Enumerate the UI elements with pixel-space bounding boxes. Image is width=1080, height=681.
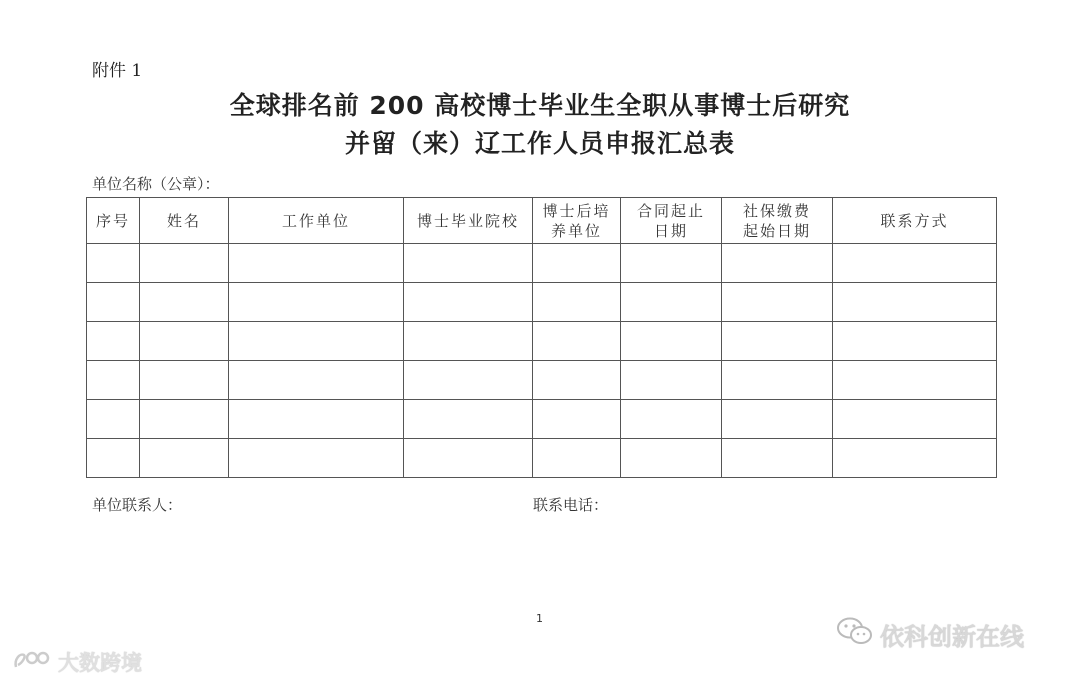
table-row <box>87 439 997 478</box>
table-cell <box>140 283 229 322</box>
table-cell <box>533 283 621 322</box>
unit-contact-label: 单位联系人： <box>92 496 183 514</box>
table-cell <box>722 244 833 283</box>
table-cell <box>404 283 533 322</box>
table-cell <box>404 361 533 400</box>
table-cell <box>722 361 833 400</box>
table-cell <box>621 322 722 361</box>
table-header-row <box>87 198 997 244</box>
table-cell <box>87 244 140 283</box>
table-cell <box>533 400 621 439</box>
watermark-left-text: 大数跨境 <box>58 651 142 675</box>
header-phd-university: 博士毕业院校 <box>404 198 533 244</box>
table-cell <box>722 439 833 478</box>
table-cell <box>833 244 997 283</box>
table-row <box>87 244 997 283</box>
table-cell <box>87 322 140 361</box>
table-row <box>87 283 997 322</box>
table-cell <box>621 361 722 400</box>
table-cell <box>533 322 621 361</box>
watermark-right-text: 依科创新在线 <box>880 622 1024 651</box>
table-cell <box>87 361 140 400</box>
header-serial-number: 序号 <box>87 198 140 244</box>
table-cell <box>229 361 404 400</box>
table-cell <box>833 400 997 439</box>
table-cell <box>229 244 404 283</box>
table-cell <box>87 283 140 322</box>
table-cell <box>533 439 621 478</box>
table-row <box>87 322 997 361</box>
table-cell <box>87 439 140 478</box>
table-cell <box>833 322 997 361</box>
header-name: 姓名 <box>140 198 229 244</box>
header-work-unit: 工作单位 <box>229 198 404 244</box>
unit-name-label: 单位名称（公章）： <box>92 175 220 193</box>
table-row <box>87 400 997 439</box>
table-cell <box>404 322 533 361</box>
table-cell <box>621 283 722 322</box>
table-cell <box>229 439 404 478</box>
table-cell <box>833 439 997 478</box>
page-number: 1 <box>536 612 543 625</box>
summary-table <box>86 197 997 478</box>
table-cell <box>404 244 533 283</box>
header-contract-dates: 合同起止 日期 <box>621 198 722 244</box>
table-cell <box>833 283 997 322</box>
table-row <box>87 361 997 400</box>
document-title-line2: 并留（来）辽工作人员申报汇总表 <box>344 129 735 158</box>
table-cell <box>229 400 404 439</box>
table-cell <box>140 439 229 478</box>
attachment-label: 附件 1 <box>92 61 143 81</box>
table-cell <box>621 439 722 478</box>
wechat-icon <box>836 616 874 652</box>
table-cell <box>533 361 621 400</box>
header-postdoc-unit: 博士后培 养单位 <box>533 198 621 244</box>
table-cell <box>722 322 833 361</box>
watermark-left <box>12 647 142 677</box>
document-title-line1: 全球排名前 200 高校博士毕业生全职从事博士后研究 <box>229 91 851 120</box>
table-cell <box>87 400 140 439</box>
table-cell <box>140 322 229 361</box>
table-cell <box>722 283 833 322</box>
table-cell <box>722 400 833 439</box>
brand-logo-icon <box>12 649 54 676</box>
table-cell <box>621 244 722 283</box>
table-cell <box>621 400 722 439</box>
table-cell <box>404 439 533 478</box>
table-cell <box>140 400 229 439</box>
table-cell <box>140 361 229 400</box>
header-social-insurance-start: 社保缴费 起始日期 <box>722 198 833 244</box>
table-cell <box>140 244 229 283</box>
table-cell <box>533 244 621 283</box>
table-cell <box>229 322 404 361</box>
table-cell <box>404 400 533 439</box>
table-cell <box>833 361 997 400</box>
watermark-right <box>836 616 1024 652</box>
contact-phone-label: 联系电话： <box>533 496 609 514</box>
table-cell <box>229 283 404 322</box>
header-contact-info: 联系方式 <box>833 198 997 244</box>
